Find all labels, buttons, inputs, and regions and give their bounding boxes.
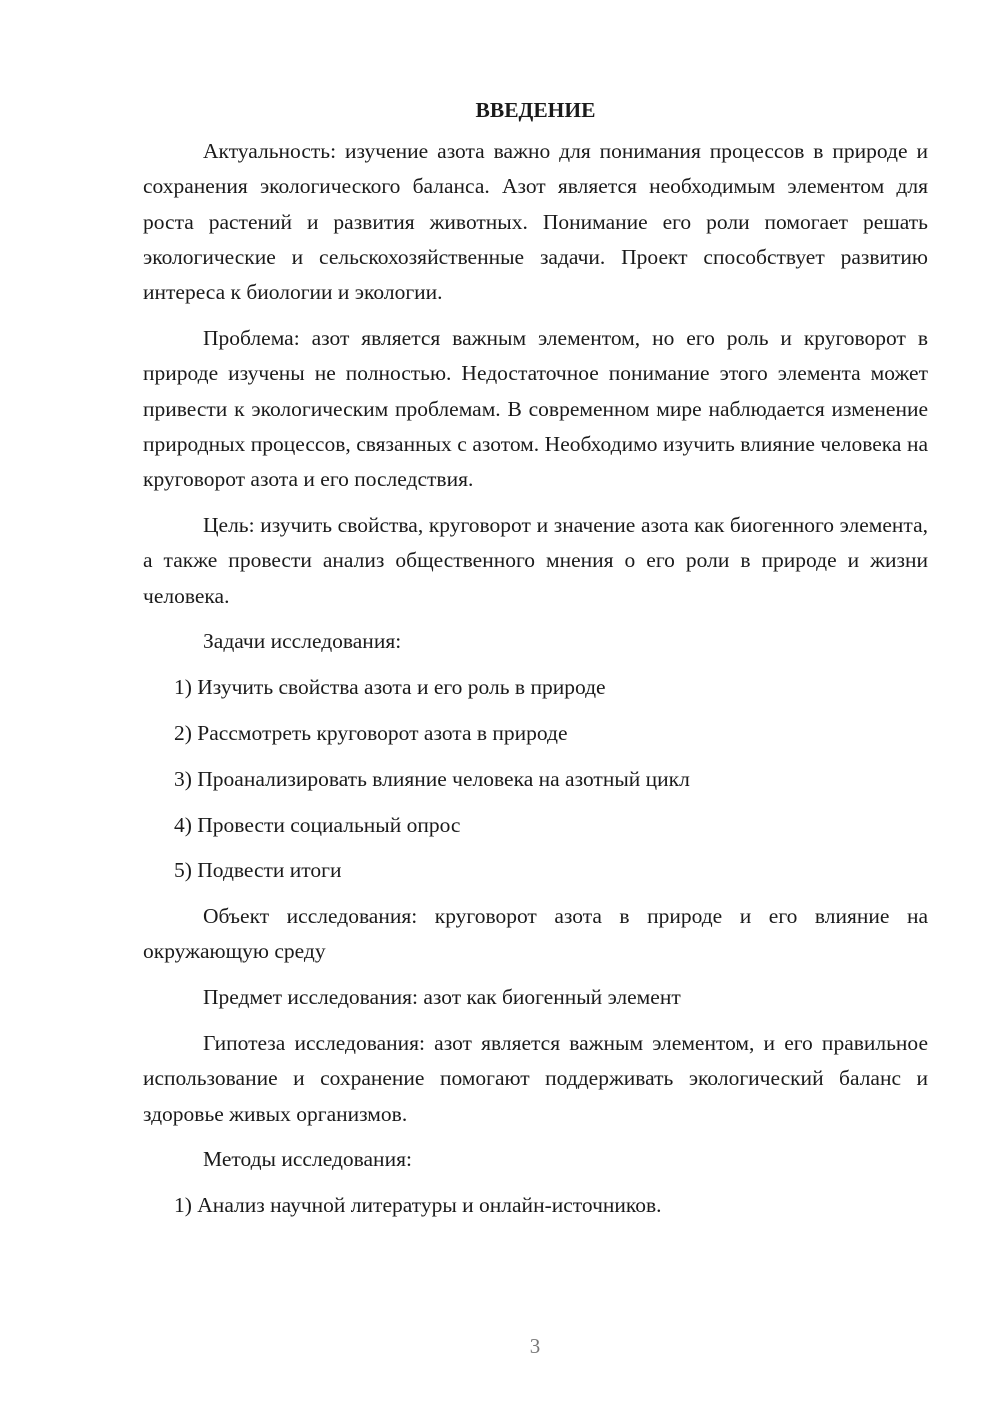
tasks-heading: Задачи исследования: bbox=[203, 629, 402, 654]
hypothesis-paragraph: Гипотеза исследования: азот является важным элементом, и его правильное использование и сохранение помогают поддерживать экологический баланс и здоровье живых организмов. bbox=[143, 1031, 928, 1126]
methods-heading: Методы исследования: bbox=[203, 1147, 412, 1172]
document-page bbox=[143, 92, 928, 1224]
page-title: ВВЕДЕНИЕ bbox=[475, 98, 596, 122]
subject-paragraph: Предмет исследования: азот как биогенный элемент bbox=[203, 985, 681, 1010]
task-item: 1) Изучить свойства азота и его роль в природе bbox=[174, 675, 606, 700]
task-item: 4) Провести социальный опрос bbox=[174, 812, 461, 837]
page-number: 3 bbox=[529, 1334, 541, 1358]
problem-paragraph: Проблема: азот является важным элементом, но его роль и круговорот в природе изучены не полностью. Недостаточное понимание этого элемента может привести к экологическим проблемам. В современном мире наблюдается изменение природных процессов, связанных с азотом. Необходимо изучить влияние человека на круговорот азота и его последствия. bbox=[143, 325, 928, 492]
method-item: 1) Анализ научной литературы и онлайн-источников. bbox=[174, 1193, 662, 1218]
relevance-paragraph: Актуальность: изучение азота важно для понимания процессов в природе и сохранения экологического баланса. Азот является необходимым элементом для роста растений и развития животных. Понимание его роли помогает решать экологические и сельскохозяйственные задачи. Проект способствует развитию интереса к биологии и экологии. bbox=[143, 139, 928, 305]
task-item: 2) Рассмотреть круговорот азота в природе bbox=[174, 720, 568, 745]
goal-paragraph: Цель: изучить свойства, круговорот и значение азота как биогенного элемента, а также провести анализ общественного мнения о его роли в природе и жизни человека. bbox=[143, 512, 928, 608]
object-paragraph: Объект исследования: круговорот азота в природе и его влияние на окружающую среду bbox=[143, 904, 928, 964]
task-item: 3) Проанализировать влияние человека на азотный цикл bbox=[174, 766, 690, 791]
task-item: 5) Подвести итоги bbox=[174, 858, 342, 883]
